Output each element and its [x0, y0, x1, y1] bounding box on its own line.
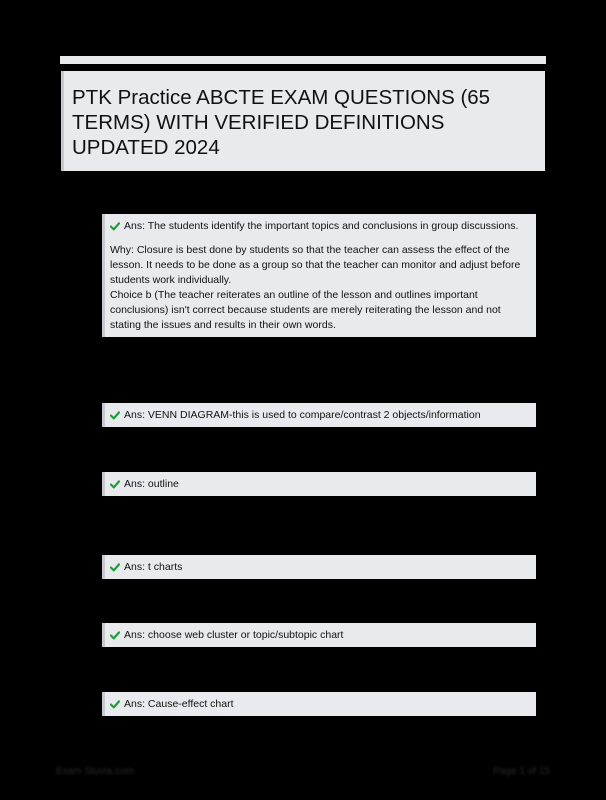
answer-text: Ans: outline	[124, 478, 179, 490]
answer-line	[110, 408, 530, 423]
check-icon	[110, 219, 121, 234]
answer-line	[110, 477, 530, 492]
answer-text: Ans: Cause-effect chart	[124, 698, 234, 710]
footer-page-number: Page 1 of 15	[493, 766, 550, 777]
answer-line	[110, 560, 530, 575]
answer-line	[110, 628, 530, 643]
footer-site-label: Exam Stuvia.com	[56, 766, 134, 777]
answer-text: Ans: The students identify the important topics and conclusions in group discussions.	[124, 220, 519, 232]
check-icon	[110, 408, 121, 423]
check-icon	[110, 477, 121, 492]
answer-line	[110, 219, 530, 234]
check-icon	[110, 628, 121, 643]
title-box	[61, 71, 545, 171]
answer-box	[102, 555, 536, 579]
page-title: PTK Practice ABCTE EXAM QUESTIONS (65 TERMS) WITH VERIFIED DEFINITIONS UPDATED 2024	[72, 86, 491, 159]
answer-box	[102, 214, 536, 337]
answer-box	[102, 623, 536, 647]
check-icon	[110, 697, 121, 712]
answer-explanation: Why: Closure is best done by students so that the teacher can assess the effect of the lesson. It needs to be done as a group so that the teacher can monitor and adjust before students work individually. Choice b (The teacher reiterates an outline of the lesson and outlines important conclusions) isn't correct because students are merely reiterating the lesson and not stating the issues and results in their own words.	[110, 244, 521, 331]
answer-box	[102, 403, 536, 427]
top-divider	[60, 56, 546, 64]
answer-box	[102, 692, 536, 716]
check-icon	[110, 560, 121, 575]
answer-text: Ans: t charts	[124, 561, 183, 573]
answer-box	[102, 472, 536, 496]
answer-text: Ans: choose web cluster or topic/subtopic chart	[124, 629, 344, 641]
answer-line	[110, 697, 530, 712]
answer-text: Ans: VENN DIAGRAM-this is used to compare/contrast 2 objects/information	[124, 409, 481, 421]
